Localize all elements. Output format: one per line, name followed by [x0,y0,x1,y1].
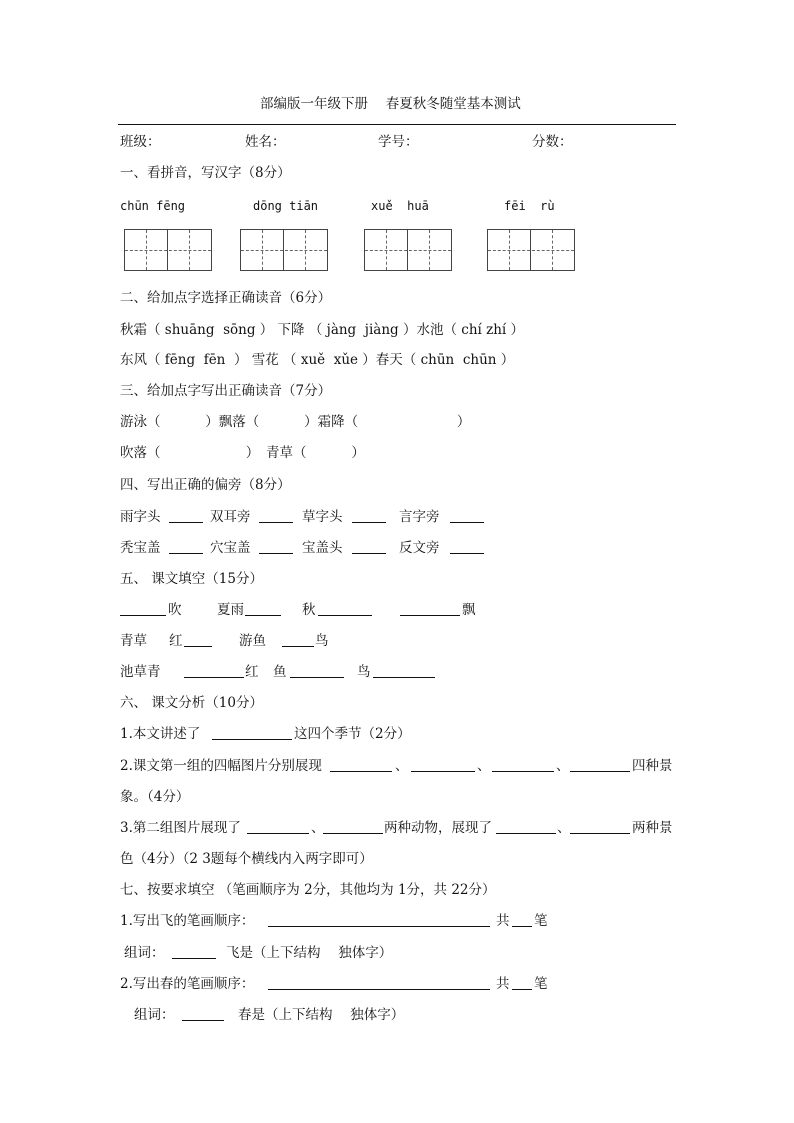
writing-grid-2[interactable] [240,229,328,271]
fill-text: 鸟 [315,633,329,649]
fill-text: 游鱼 [239,633,266,649]
fill-text: 鸟 [357,664,371,680]
fill-text: 青草 [120,633,147,649]
question-text: 春是（上下结构 独体字） [238,1007,405,1023]
pinyin-4: fēi rù [504,199,555,213]
fill-text: 秋 [302,602,316,618]
answer-blank[interactable] [184,663,244,678]
writing-grid-4[interactable] [487,229,575,271]
answer-blank[interactable] [318,601,372,616]
separator: 、 [311,820,325,836]
answer-blank[interactable] [169,539,203,554]
id-label: 学号： [378,134,419,150]
answer-blank[interactable] [169,508,203,523]
answer-blank[interactable] [259,508,293,523]
question-text: 这四个季节（2分） [294,726,411,742]
answer-blank[interactable] [492,757,554,772]
answer-blank[interactable] [352,508,386,523]
radical-label: 草字头 [302,509,343,525]
answer-blank[interactable] [247,819,309,834]
fill-text: 红 [245,664,259,680]
question-text: 1.写出飞的笔画顺序： [120,913,255,929]
question-text: 飞是（上下结构 独体字） [226,945,393,961]
radical-label: 穴宝盖 [210,540,251,556]
question-text: 3.第二组图片展现了 [120,820,241,836]
fill-text: 红 [169,633,183,649]
section1-heading: 一、看拼音，写汉字（8分） [120,165,291,181]
pinyin-1: chūn fēng [120,199,186,213]
answer-blank[interactable] [290,663,344,678]
question-text: 四种景 [632,758,673,774]
question-text: 组词： [124,945,165,961]
question-text: 共 [496,976,510,992]
question-text: 2.写出春的笔画顺序： [120,976,255,992]
radical-label: 雨字头 [120,509,161,525]
stroke-count-blank[interactable] [512,912,532,927]
section2-line2: 东风（ fēng fēn ） 雪花 （ xuě xǔe ）春天（ chūn chūn ） [120,352,515,368]
fill-text: 鱼 [273,664,287,680]
question-text: 1.本文讲述了 [120,726,205,742]
separator: 、 [556,758,570,774]
question-text: 两种动物，展现了 [384,820,492,836]
answer-blank[interactable] [120,601,166,616]
separator: 、 [395,758,409,774]
question-text: 共 [496,913,510,929]
separator: 、 [557,820,571,836]
answer-blank[interactable] [323,819,383,834]
answer-blank[interactable] [282,632,314,647]
answer-blank[interactable] [411,757,475,772]
fill-text: 飘 [462,602,476,618]
answer-blank[interactable] [373,663,435,678]
class-label: 班级： [120,134,161,150]
fill-text: 池草青 [120,664,161,680]
answer-blank[interactable] [212,725,292,740]
answer-blank[interactable] [570,819,630,834]
answer-blank[interactable] [450,508,484,523]
answer-blank[interactable] [184,632,212,647]
section3-line1: 游泳（ ）飘落（ ）霜降（ ） [120,414,471,430]
question-text: 笔 [534,913,548,929]
separator: 、 [477,758,491,774]
radical-label: 言字旁 [399,509,440,525]
question-text: 2.课文第一组的四幅图片分别展现 [120,758,322,774]
stroke-order-blank[interactable] [268,912,490,927]
stroke-order-blank[interactable] [268,975,490,990]
writing-grid-3[interactable] [364,229,452,271]
question-text: 两种景 [632,820,673,836]
answer-blank[interactable] [245,601,281,616]
radical-label: 反文旁 [399,540,440,556]
answer-blank[interactable] [570,757,630,772]
section2-line1: 秋霜（ shuāng sōng ） 下降 （ jàng jiàng ）水池（ chí zhí ） [120,322,525,338]
word-blank[interactable] [172,944,216,959]
section6-heading: 六、 课文分析（10分） [120,695,263,711]
radical-label: 宝盖头 [302,540,343,556]
fill-text: 夏雨 [217,602,244,618]
answer-blank[interactable] [352,539,386,554]
section3-line2: 吹落（ ） 青草（ ） [120,445,365,461]
question-text: 象。（4分） [120,789,190,805]
score-label: 分数： [532,134,573,150]
answer-blank[interactable] [400,601,460,616]
radical-label: 秃宝盖 [120,540,161,556]
question-text: 色（4分）（2 3题每个横线内入两字即可） [120,851,373,867]
radical-label: 双耳旁 [210,509,251,525]
answer-blank[interactable] [496,819,556,834]
answer-blank[interactable] [450,539,484,554]
pinyin-3: xuě huā [371,199,429,213]
title-rule [118,124,676,125]
word-blank[interactable] [182,1006,224,1021]
stroke-count-blank[interactable] [512,975,532,990]
section7-heading: 七、按要求填空 （笔画顺序为 2分，其他均为 1分，共 22分） [120,882,496,898]
section4-heading: 四、写出正确的偏旁（8分） [120,477,291,493]
fill-text: 吹 [168,602,182,618]
section2-heading: 二、给加点字选择正确读音（6分） [120,290,332,306]
answer-blank[interactable] [330,757,392,772]
section3-heading: 三、给加点字写出正确读音（7分） [120,383,332,399]
name-label: 姓名： [245,134,286,150]
question-text: 组词： [134,1007,175,1023]
answer-blank[interactable] [259,539,293,554]
section5-heading: 五、 课文填空（15分） [120,571,263,587]
pinyin-2: dōng tiān [253,199,319,213]
page-title: 部编版一年级下册 春夏秋冬随堂基本测试 [260,96,521,112]
writing-grid-1[interactable] [124,229,212,271]
question-text: 笔 [534,976,548,992]
